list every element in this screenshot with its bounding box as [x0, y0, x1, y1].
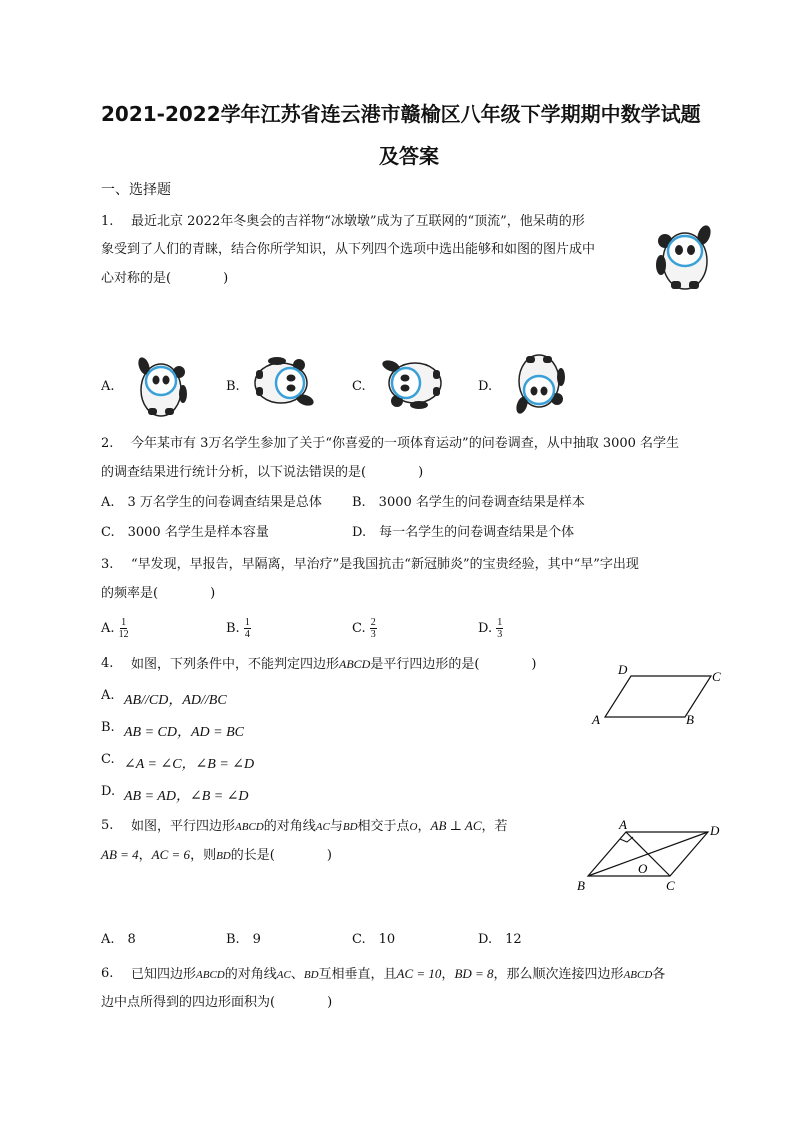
q1-option-a-label: A. — [101, 379, 115, 394]
q5-option-c: C. 10 — [352, 932, 396, 947]
q5-math: BD — [216, 850, 231, 862]
q3-option-b — [226, 617, 251, 640]
q3-line1: “早发现，早报告，早隔离，早治疗”是我国抗击“新冠肺炎”的宝贵经验，其中“早”字出现 — [131, 557, 639, 572]
q1-number: 1. — [101, 214, 114, 229]
q1-option-a-image — [128, 352, 194, 418]
q2-option-d: D. 每一名学生的问卷调查结果是个体 — [352, 525, 575, 540]
q5-math: AC — [315, 821, 330, 833]
q5-text: 的对角线 — [263, 819, 316, 834]
q2-option-a: A. 3 万名学生的问卷调查结果是总体 — [101, 495, 322, 510]
q5-number: 5. — [101, 818, 114, 833]
fraction-denominator: 4 — [244, 629, 250, 640]
fraction-denominator: 3 — [370, 629, 376, 640]
fraction-numerator: 1 — [121, 617, 127, 628]
page-title: 2021-2022学年江苏省连云港市赣榆区八年级下学期期中数学试题 — [101, 102, 701, 126]
q3-option-d-label: D. — [478, 621, 493, 636]
q4-option-b-label: B. — [101, 720, 115, 735]
parallelogram-shape — [605, 676, 711, 717]
q5-option-d: D. 12 — [478, 932, 522, 947]
q4-parallelogram-figure — [588, 660, 728, 730]
q4-stem-part2: 是平行四边形的是( ) — [370, 657, 537, 672]
q4-option-b: AB = CD，AD = BC — [124, 725, 244, 740]
fraction-denominator: 3 — [497, 629, 503, 640]
q2-option-c: C. 3000 名学生是样本容量 — [101, 525, 269, 540]
q5-text: ，则 — [190, 848, 217, 863]
q5-text: 与 — [329, 819, 343, 834]
q5-text: 相交于点 — [357, 819, 410, 834]
q4-stem — [131, 655, 537, 674]
q2-number: 2. — [101, 436, 114, 451]
q5-math: AB ⊥ AC — [430, 818, 482, 833]
vertex-label-b: B — [577, 878, 585, 893]
q4-option-d-label: D. — [101, 784, 116, 799]
q6-text: 已知四边形 — [131, 967, 197, 982]
q5-text: ， — [138, 848, 152, 863]
page-title-line2: 及答案 — [379, 144, 439, 168]
q3-option-d — [478, 617, 503, 640]
q1-line3: 心对称的是( ) — [101, 271, 229, 286]
q3-option-b-label: B. — [226, 621, 240, 636]
vertex-label-b: B — [686, 712, 694, 727]
fraction-numerator: 1 — [497, 617, 503, 628]
q1-option-d-image — [504, 350, 574, 420]
q6-text: ，那么顺次连接四边形 — [493, 967, 624, 982]
q3-option-c-fraction — [370, 617, 377, 640]
q4-option-d: AB = AD，∠B = ∠D — [124, 789, 249, 804]
q4-option-c-label: C. — [101, 752, 115, 767]
q1-option-d-label: D. — [478, 379, 493, 394]
q6-text: 互相垂直，且 — [318, 967, 397, 982]
q3-number: 3. — [101, 557, 114, 572]
vertex-label-a: A — [592, 712, 600, 727]
q5-parallelogram-figure — [574, 820, 726, 896]
q4-number: 4. — [101, 656, 114, 671]
q5-text: ， — [417, 819, 431, 834]
q6-line1 — [131, 965, 665, 984]
q5-math: AC = 6 — [151, 847, 191, 862]
fraction-numerator: 2 — [370, 617, 376, 628]
q3-option-a — [101, 617, 129, 640]
q1-option-b-label: B. — [226, 379, 240, 394]
q6-line2: 边中点所得到的四边形面积为( ) — [101, 995, 333, 1010]
q2-option-b: B. 3000 名学生的问卷调查结果是样本 — [352, 495, 585, 510]
vertex-label-d: D — [618, 662, 628, 677]
vertex-label-c: C — [666, 878, 675, 893]
q5-math: ABCD — [235, 821, 264, 833]
q5-line2 — [101, 846, 332, 865]
vertex-label-d: D — [710, 823, 720, 838]
q6-math: ABCD — [623, 969, 653, 981]
q1-line1: 最近北京 2022年冬奥会的吉祥物“冰墩墩”成为了互联网的“顶流”，他呆萌的形 — [131, 214, 585, 229]
vertex-label-c: C — [712, 669, 721, 684]
fraction-denominator: 12 — [118, 629, 129, 640]
q5-math: BD — [342, 821, 358, 833]
q1-option-c-image — [376, 350, 446, 416]
q1-line2: 象受到了人们的青睐，结合你所学知识，从下列四个选项中选出能够和如图的图片成中 — [101, 242, 596, 257]
mascot-reference-image — [648, 219, 722, 293]
vertex-label-a: A — [619, 820, 627, 832]
q6-math: ABCD — [196, 969, 225, 981]
q4-option-a: AB//CD，AD//BC — [124, 693, 227, 708]
q6-text: ， — [441, 967, 455, 982]
vertex-label-o: O — [638, 861, 648, 876]
q6-math: BD = 8 — [454, 966, 494, 981]
q4-option-a-label: A. — [101, 688, 115, 703]
q3-line2: 的频率是( ) — [101, 586, 216, 601]
q1-option-b-image — [250, 350, 320, 416]
q6-math: AC — [276, 969, 291, 981]
q3-option-a-fraction — [119, 617, 129, 640]
q5-math: AB = 4 — [101, 847, 139, 862]
q3-option-c — [352, 617, 377, 640]
q5-math: O — [409, 821, 418, 833]
q1-option-c-label: C. — [352, 379, 366, 394]
q5-option-a: A. 8 — [101, 932, 136, 947]
section-heading: 一、选择题 — [101, 182, 171, 198]
q6-math: BD — [303, 969, 319, 981]
q2-line2: 的调查结果进行统计分析，以下说法错误的是( ) — [101, 465, 424, 480]
q5-text: 如图，平行四边形 — [131, 819, 236, 834]
q4-stem-part1: 如图，下列条件中，不能判定四边形 — [131, 657, 340, 672]
fraction-numerator: 1 — [244, 617, 250, 628]
q6-number: 6. — [101, 966, 114, 981]
q6-math: AC = 10 — [396, 966, 442, 981]
q4-option-c: ∠A = ∠C，∠B = ∠D — [124, 757, 255, 772]
q3-option-a-label: A. — [101, 621, 115, 636]
q6-text: 各 — [652, 967, 666, 982]
q2-line1: 今年某市有 3万名学生参加了关于“你喜爱的一项体育运动”的问卷调查，从中抽取 3000 名学生 — [131, 436, 680, 451]
q3-option-b-fraction — [244, 617, 251, 640]
q6-text: 、 — [290, 967, 304, 982]
q4-stem-abcd: ABCD — [339, 657, 371, 671]
q6-text: 的对角线 — [224, 967, 277, 982]
q3-option-d-fraction — [496, 617, 503, 640]
q3-option-c-label: C. — [352, 621, 366, 636]
q5-text: ，若 — [481, 819, 508, 834]
q5-option-b: B. 9 — [226, 932, 261, 947]
diagonal-bd — [588, 832, 708, 876]
q5-text: 的长是( ) — [230, 848, 332, 863]
q5-line1 — [131, 817, 508, 836]
